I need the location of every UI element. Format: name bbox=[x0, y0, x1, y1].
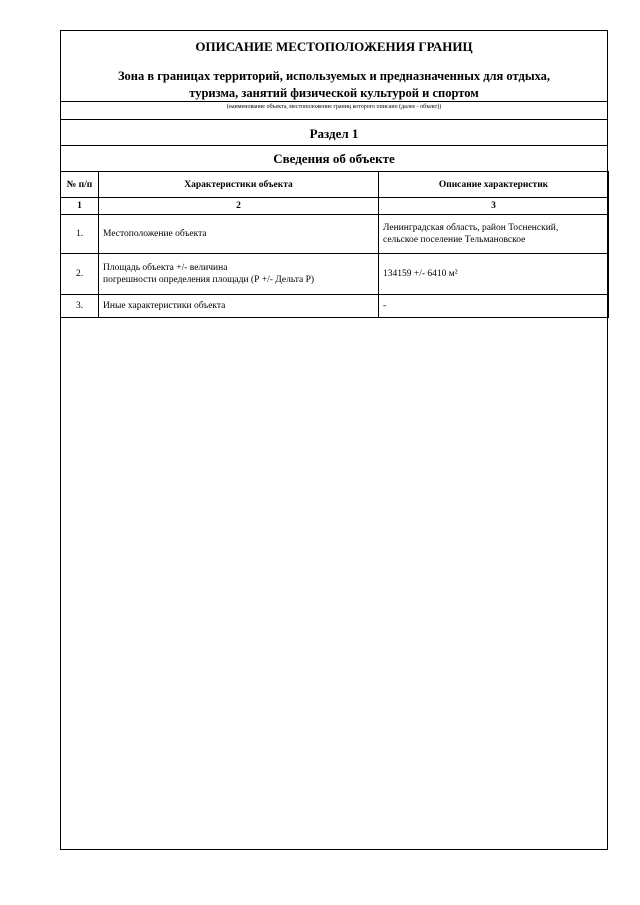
row-description: 134159 +/- 6410 м² bbox=[379, 254, 609, 295]
document-title: ОПИСАНИЕ МЕСТОПОЛОЖЕНИЯ ГРАНИЦ bbox=[195, 39, 473, 54]
row-description: Ленинградская область, район Тосненский, сельское поселение Тельмановское bbox=[379, 215, 609, 254]
table-row bbox=[61, 254, 609, 295]
column-number: 1 bbox=[61, 198, 99, 215]
header-num: № п/п bbox=[61, 172, 99, 198]
document-frame bbox=[60, 30, 608, 850]
table-header-row bbox=[61, 172, 609, 198]
row-description: - bbox=[379, 295, 609, 318]
object-name-underline bbox=[61, 101, 607, 102]
object-name-line-1: Зона в границах территорий, используемых и предназначенных для отдыха, bbox=[117, 69, 551, 83]
row-characteristic: Площадь объекта +/- величина погрешности определения площади (Р +/- Дельта Р) bbox=[99, 254, 379, 295]
section-title: Раздел 1 bbox=[309, 126, 359, 141]
divider bbox=[61, 145, 607, 146]
table-row bbox=[61, 215, 609, 254]
object-name-line-2: туризма, занятий физической культурой и спортом bbox=[189, 86, 479, 100]
object-name-caption: (наименование объекта, местоположение границ которого описано (далее - объект)) bbox=[226, 104, 442, 110]
section-subtitle: Сведения об объекте bbox=[273, 151, 395, 166]
header-description: Описание характеристик bbox=[379, 172, 609, 198]
column-number-row bbox=[61, 198, 609, 215]
divider bbox=[61, 119, 607, 120]
row-characteristic: Иные характеристики объекта bbox=[99, 295, 379, 318]
row-number: 3. bbox=[61, 295, 99, 318]
row-characteristic: Местоположение объекта bbox=[99, 215, 379, 254]
header-characteristic: Характеристики объекта bbox=[99, 172, 379, 198]
column-number: 3 bbox=[379, 198, 609, 215]
object-name bbox=[61, 68, 607, 102]
object-info-table bbox=[60, 171, 609, 318]
column-number: 2 bbox=[99, 198, 379, 215]
row-number: 1. bbox=[61, 215, 99, 254]
row-number: 2. bbox=[61, 254, 99, 295]
table-row bbox=[61, 295, 609, 318]
